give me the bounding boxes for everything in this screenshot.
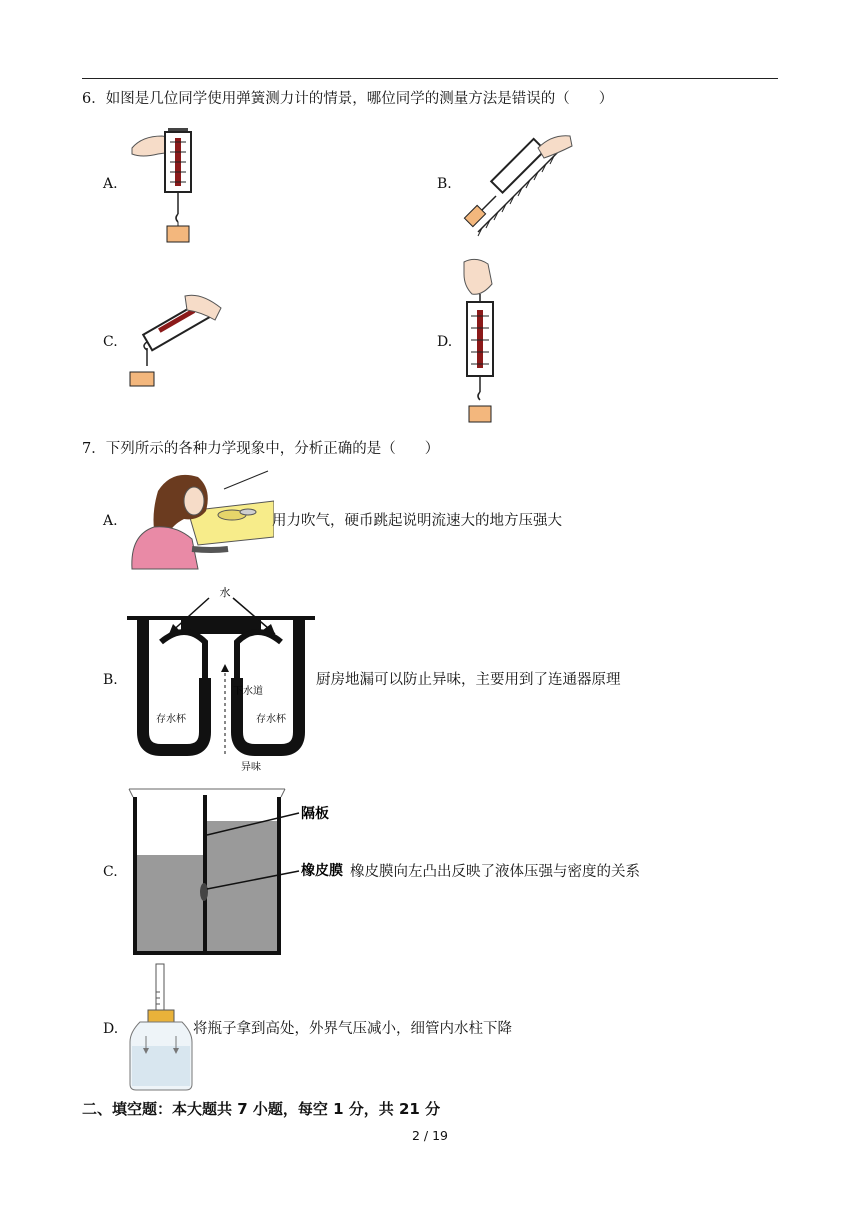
header-rule (82, 78, 778, 79)
q6-stem: 6．如图是几位同学使用弹簧测力计的情景，哪位同学的测量方法是错误的（ ） (82, 91, 614, 107)
q7-option-c-label: C. (103, 864, 118, 880)
q7-option-a-text: 用力吹气，硬币跳起说明流速大的地方压强大 (272, 513, 562, 529)
partition-label: 隔板 (301, 806, 329, 822)
water-label: 水 (219, 586, 231, 599)
membrane-label: 橡皮膜 (301, 863, 343, 879)
q7-option-d-label: D. (103, 1021, 119, 1037)
cup-right-label: 存水杯 (256, 714, 286, 725)
q7-figure-c (125, 785, 350, 957)
q6-option-d-label: D. (437, 334, 453, 350)
section-heading: 二、填空题：本大题共 7 小题，每空 1 分，共 21 分 (82, 1100, 441, 1118)
q7-option-b-label: B. (103, 672, 118, 688)
q6-figure-b (460, 128, 575, 238)
q6-option-b-label: B. (437, 176, 452, 192)
odor-label: 异味 (241, 762, 261, 773)
q6-figure-d (458, 256, 508, 426)
q6-option-c-label: C. (103, 334, 118, 350)
q7-figure-d (126, 962, 196, 1092)
page-number: 2 / 19 (411, 1128, 449, 1143)
q7-stem: 7．下列所示的各种力学现象中，分析正确的是（ ） (82, 441, 440, 457)
q7-figure-b (125, 582, 317, 774)
q6-option-a-label: A. (103, 176, 118, 192)
sewer-label: 下水道 (233, 686, 263, 697)
cup-left-label: 存水杯 (156, 714, 186, 725)
q7-option-b-text: 厨房地漏可以防止异味，主要用到了连通器原理 (316, 672, 621, 688)
q7-option-a-label: A. (103, 513, 118, 529)
q7-option-d-text: 将瓶子拿到高处，外界气压减小，细管内水柱下降 (193, 1021, 512, 1037)
q7-option-c-text: 橡皮膜向左凸出反映了液体压强与密度的关系 (350, 864, 640, 880)
q7-figure-a (128, 465, 274, 575)
q6-figure-a (128, 120, 208, 246)
q6-figure-c (125, 290, 225, 390)
